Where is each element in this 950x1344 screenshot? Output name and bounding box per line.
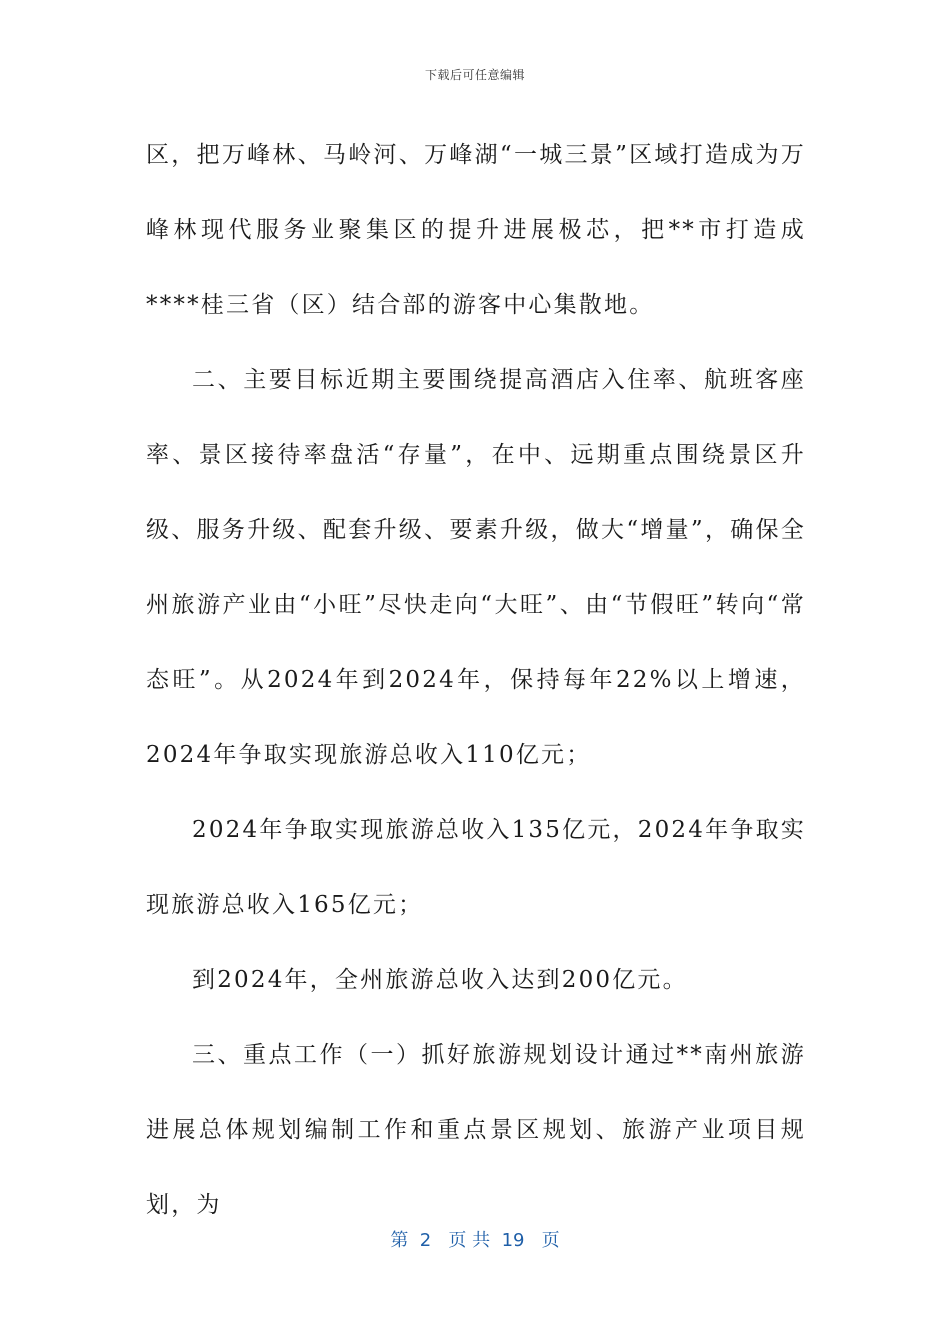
header-note: 下载后可任意编辑 xyxy=(424,68,525,82)
paragraph-continued: 区，把万峰林、马岭河、万峰湖“一城三景”区域打造成为万峰林现代服务业聚集区的提升进展极芯，把**市打造成****桂三省（区）结合部的游客中心集散地。 xyxy=(146,142,806,318)
page-number-footer: 第 2 页 共 19 页 xyxy=(390,1230,560,1251)
paragraph-key-work: 三、重点工作（一）抓好旅游规划设计通过**南州旅游进展总体规划编制工作和重点景区规划、旅游产业项目规划，为 xyxy=(146,1042,806,1218)
paragraph-main-goals: 二、主要目标近期主要围绕提高酒店入住率、航班客座率、景区接待率盘活“存量”，在中、远期重点围绕景区升级、服务升级、配套升级、要素升级，做大“增量”，确保全州旅游产业由“小旺”尽快走向“大旺”、由“节假旺”转向“常态旺”。从2024年到2024年，保持每年22%以上增速，2024年争取实现旅游总收入110亿元； xyxy=(146,367,806,768)
paragraph-revenue-targets: 2024年争取实现旅游总收入135亿元，2024年争取实现旅游总收入165亿元； xyxy=(146,817,806,918)
document-body xyxy=(146,118,806,1243)
paragraph-revenue-final: 到2024年，全州旅游总收入达到200亿元。 xyxy=(192,967,688,993)
